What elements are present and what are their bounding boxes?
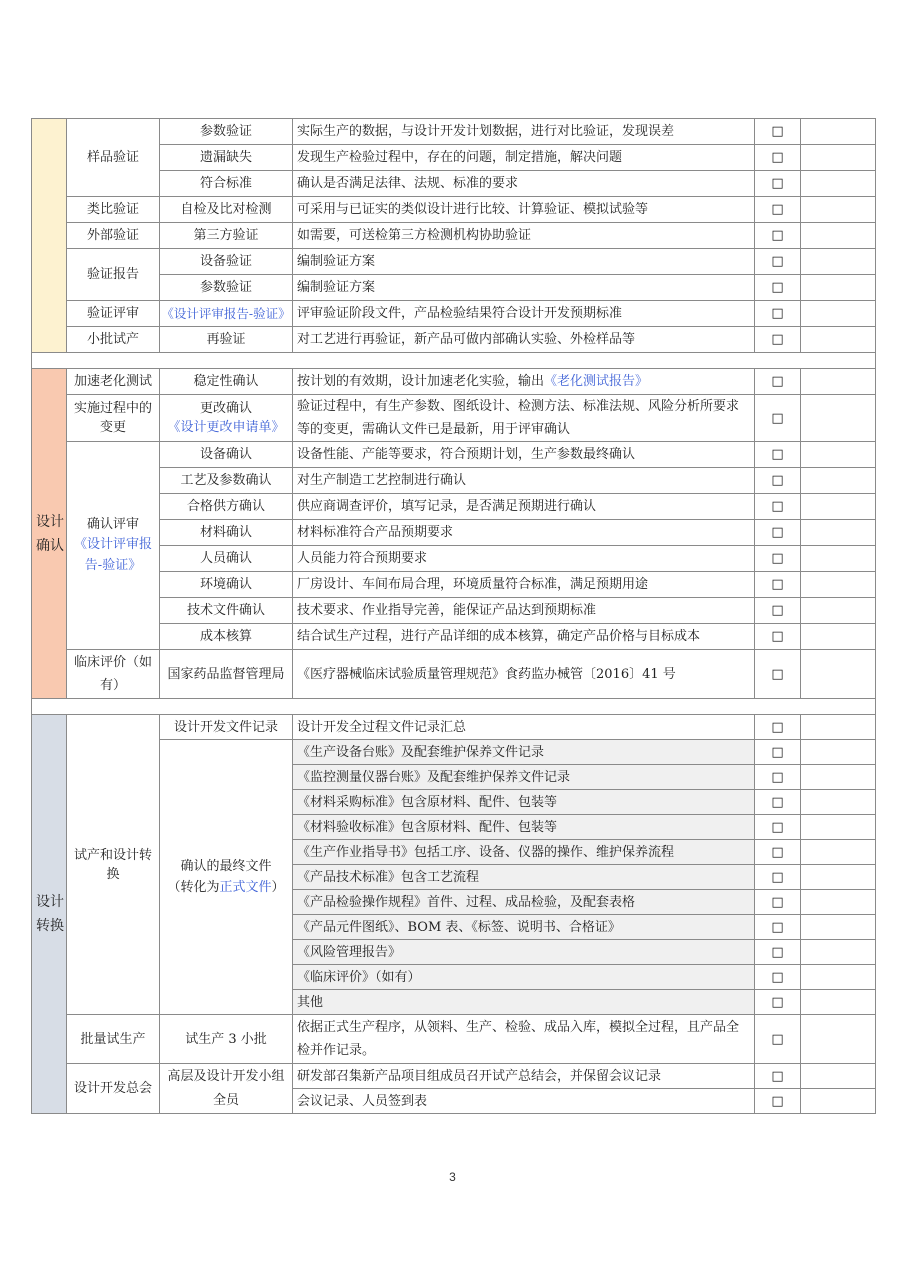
sub-item-label: 工艺及参数确认	[160, 468, 293, 494]
remark-cell[interactable]	[801, 249, 876, 275]
description-cell: 《监控测量仪器台账》及配套维护保养文件记录	[293, 765, 755, 790]
item-label: 设计开发总会	[67, 1064, 160, 1114]
checkbox[interactable]: □	[755, 1064, 801, 1089]
sub-item-label: 参数验证	[160, 275, 293, 301]
checkbox[interactable]: □	[755, 915, 801, 940]
remark-cell[interactable]	[801, 1064, 876, 1089]
remark-cell[interactable]	[801, 965, 876, 990]
sub-item-label: 遗漏缺失	[160, 145, 293, 171]
checkbox[interactable]: □	[755, 468, 801, 494]
item-label: 验证报告	[67, 249, 160, 301]
checkbox[interactable]: □	[755, 119, 801, 145]
remark-cell[interactable]	[801, 572, 876, 598]
checkbox[interactable]: □	[755, 1089, 801, 1114]
description-cell: 可采用与已证实的类似设计进行比较、计算验证、模拟试验等	[293, 197, 755, 223]
remark-cell[interactable]	[801, 171, 876, 197]
checkbox[interactable]: □	[755, 715, 801, 740]
description-cell: 《临床评价》（如有）	[293, 965, 755, 990]
item-label: 类比验证	[67, 197, 160, 223]
remark-cell[interactable]	[801, 624, 876, 650]
sub-item-label: 人员确认	[160, 546, 293, 572]
page-number: 3	[449, 1170, 456, 1184]
checkbox[interactable]: □	[755, 442, 801, 468]
description-cell: 结合试生产过程，进行产品详细的成本核算，确定产品价格与目标成本	[293, 624, 755, 650]
remark-cell[interactable]	[801, 442, 876, 468]
remark-cell[interactable]	[801, 119, 876, 145]
sub-item-label: 合格供方确认	[160, 494, 293, 520]
aging-report-link[interactable]: 《老化测试报告》	[544, 374, 649, 389]
remark-cell[interactable]	[801, 546, 876, 572]
remark-cell[interactable]	[801, 145, 876, 171]
remark-cell[interactable]	[801, 815, 876, 840]
checkbox[interactable]: □	[755, 740, 801, 765]
remark-cell[interactable]	[801, 197, 876, 223]
description-cell: 《风险管理报告》	[293, 940, 755, 965]
sub-item-label: 确认的最终文件 （转化为正式文件）	[160, 740, 293, 1015]
sub-item-label: 高层及设计开发小组全员	[160, 1064, 293, 1114]
change-request-link[interactable]: 《设计更改申请单》	[167, 420, 285, 435]
section-verify-color-bar	[32, 119, 67, 353]
checkbox[interactable]: □	[755, 275, 801, 301]
description-cell: 《产品元件图纸》、BOM 表、《标签、说明书、合格证》	[293, 915, 755, 940]
description-cell: 会议记录、人员签到表	[293, 1089, 755, 1114]
sub-item-label: 稳定性确认	[160, 369, 293, 395]
checkbox[interactable]: □	[755, 572, 801, 598]
remark-cell[interactable]	[801, 865, 876, 890]
checkbox[interactable]: □	[755, 223, 801, 249]
description-cell: 其他	[293, 990, 755, 1015]
description-cell: 供应商调查评价，填写记录，是否满足预期进行确认	[293, 494, 755, 520]
checkbox[interactable]: □	[755, 520, 801, 546]
remark-cell[interactable]	[801, 765, 876, 790]
checkbox[interactable]: □	[755, 865, 801, 890]
checkbox[interactable]: □	[755, 598, 801, 624]
remark-cell[interactable]	[801, 1015, 876, 1064]
description-cell: 设计开发全过程文件记录汇总	[293, 715, 755, 740]
description-cell: 评审验证阶段文件，产品检验结果符合设计开发预期标准	[293, 301, 755, 327]
remark-cell[interactable]	[801, 790, 876, 815]
remark-cell[interactable]	[801, 650, 876, 699]
remark-cell[interactable]	[801, 468, 876, 494]
description-cell: 《产品检验操作规程》首件、过程、成品检验，及配套表格	[293, 890, 755, 915]
remark-cell[interactable]	[801, 520, 876, 546]
checkbox[interactable]: □	[755, 494, 801, 520]
checklist-table	[31, 118, 876, 1114]
sub-item-label: 更改确认 《设计更改申请单》	[160, 395, 293, 442]
review-report-link[interactable]: 《设计评审报告-验证》	[160, 301, 293, 327]
item-label: 实施过程中的变更	[67, 395, 160, 442]
remark-cell[interactable]	[801, 223, 876, 249]
item-label: 加速老化测试	[67, 369, 160, 395]
checkbox[interactable]: □	[755, 940, 801, 965]
description-cell: 如需要，可送检第三方检测机构协助验证	[293, 223, 755, 249]
description-cell: 《材料验收标准》包含原材料、配件、包装等	[293, 815, 755, 840]
remark-cell[interactable]	[801, 940, 876, 965]
checkbox[interactable]: □	[755, 815, 801, 840]
description-cell: 《材料采购标准》包含原材料、配件、包装等	[293, 790, 755, 815]
description-cell: 按计划的有效期，设计加速老化实验，输出《老化测试报告》	[293, 369, 755, 395]
checkbox[interactable]: □	[755, 369, 801, 395]
description-cell: 技术要求、作业指导完善，能保证产品达到预期标准	[293, 598, 755, 624]
checkbox[interactable]: □	[755, 1015, 801, 1064]
description-cell: 验证过程中，有生产参数、图纸设计、检测方法、标准法规、风险分析所要求等的变更，需确认文件已是最新，用于评审确认	[293, 395, 755, 442]
description-cell: 研发部召集新产品项目组成员召开试产总结会，并保留会议记录	[293, 1064, 755, 1089]
item-label: 外部验证	[67, 223, 160, 249]
section-transfer-label: 设计转换	[32, 715, 67, 1114]
item-label: 试产和设计转换	[67, 715, 160, 1015]
formal-document-link[interactable]: 正式文件	[219, 880, 272, 895]
item-label: 确认评审 《设计评审报告-验证》	[67, 442, 160, 650]
description-cell: 设备性能、产能等要求，符合预期计划，生产参数最终确认	[293, 442, 755, 468]
description-cell: 《生产作业指导书》包括工序、设备、仪器的操作、维护保养流程	[293, 840, 755, 865]
description-cell: 确认是否满足法律、法规、标准的要求	[293, 171, 755, 197]
sub-item-label: 参数验证	[160, 119, 293, 145]
description-cell: 依据正式生产程序，从领料、生产、检验、成品入库，模拟全过程，且产品全检并作记录。	[293, 1015, 755, 1064]
description-cell: 发现生产检验过程中，存在的问题，制定措施，解决问题	[293, 145, 755, 171]
item-label: 样品验证	[67, 119, 160, 197]
description-cell: 《医疗器械临床试验质量管理规范》食药监办械管〔2016〕41 号	[293, 650, 755, 699]
sub-item-label: 再验证	[160, 327, 293, 353]
checkbox[interactable]: □	[755, 546, 801, 572]
sub-item-label: 试生产 3 小批	[160, 1015, 293, 1064]
sub-item-label: 设备验证	[160, 249, 293, 275]
remark-cell[interactable]	[801, 840, 876, 865]
remark-cell[interactable]	[801, 327, 876, 353]
sub-item-label: 设备确认	[160, 442, 293, 468]
description-cell: 厂房设计、车间布局合理，环境质量符合标准，满足预期用途	[293, 572, 755, 598]
remark-cell[interactable]	[801, 915, 876, 940]
description-cell: 材料标准符合产品预期要求	[293, 520, 755, 546]
remark-cell[interactable]	[801, 715, 876, 740]
item-label: 验证评审	[67, 301, 160, 327]
description-cell: 《产品技术标准》包含工艺流程	[293, 865, 755, 890]
section-confirm-label: 设计确认	[32, 369, 67, 699]
item-label: 临床评价（如有）	[67, 650, 160, 699]
sub-item-label: 符合标准	[160, 171, 293, 197]
checkbox[interactable]: □	[755, 197, 801, 223]
sub-item-label: 设计开发文件记录	[160, 715, 293, 740]
sub-item-label: 材料确认	[160, 520, 293, 546]
sub-item-label: 第三方验证	[160, 223, 293, 249]
item-label: 批量试生产	[67, 1015, 160, 1064]
remark-cell[interactable]	[801, 369, 876, 395]
sub-item-label: 国家药品监督管理局	[160, 650, 293, 699]
checkbox[interactable]: □	[755, 327, 801, 353]
remark-cell[interactable]	[801, 494, 876, 520]
description-cell: 《生产设备台账》及配套维护保养文件记录	[293, 740, 755, 765]
checkbox[interactable]: □	[755, 624, 801, 650]
remark-cell[interactable]	[801, 275, 876, 301]
checkbox[interactable]: □	[755, 790, 801, 815]
checkbox[interactable]: □	[755, 965, 801, 990]
remark-cell[interactable]	[801, 301, 876, 327]
description-cell: 对生产制造工艺控制进行确认	[293, 468, 755, 494]
remark-cell[interactable]	[801, 1089, 876, 1114]
checkbox[interactable]: □	[755, 145, 801, 171]
sub-item-label: 成本核算	[160, 624, 293, 650]
remark-cell[interactable]	[801, 890, 876, 915]
item-label: 小批试产	[67, 327, 160, 353]
sub-item-label: 环境确认	[160, 572, 293, 598]
checkbox[interactable]: □	[755, 301, 801, 327]
checkbox[interactable]: □	[755, 990, 801, 1015]
remark-cell[interactable]	[801, 740, 876, 765]
description-cell: 编制验证方案	[293, 249, 755, 275]
checkbox[interactable]: □	[755, 171, 801, 197]
checkbox[interactable]: □	[755, 840, 801, 865]
remark-cell[interactable]	[801, 598, 876, 624]
description-cell: 人员能力符合预期要求	[293, 546, 755, 572]
remark-cell[interactable]	[801, 990, 876, 1015]
sub-item-label: 技术文件确认	[160, 598, 293, 624]
description-cell: 编制验证方案	[293, 275, 755, 301]
sub-item-label: 自检及比对检测	[160, 197, 293, 223]
checkbox[interactable]: □	[755, 395, 801, 442]
section-spacer	[32, 699, 876, 715]
description-cell: 实际生产的数据，与设计开发计划数据，进行对比验证，发现误差	[293, 119, 755, 145]
description-cell: 对工艺进行再验证，新产品可做内部确认实验、外检样品等	[293, 327, 755, 353]
checkbox[interactable]: □	[755, 249, 801, 275]
remark-cell[interactable]	[801, 395, 876, 442]
checkbox[interactable]: □	[755, 765, 801, 790]
section-spacer	[32, 353, 876, 369]
checkbox[interactable]: □	[755, 890, 801, 915]
review-report-link[interactable]: 《设计评审报告-验证》	[73, 537, 152, 573]
checkbox[interactable]: □	[755, 650, 801, 699]
